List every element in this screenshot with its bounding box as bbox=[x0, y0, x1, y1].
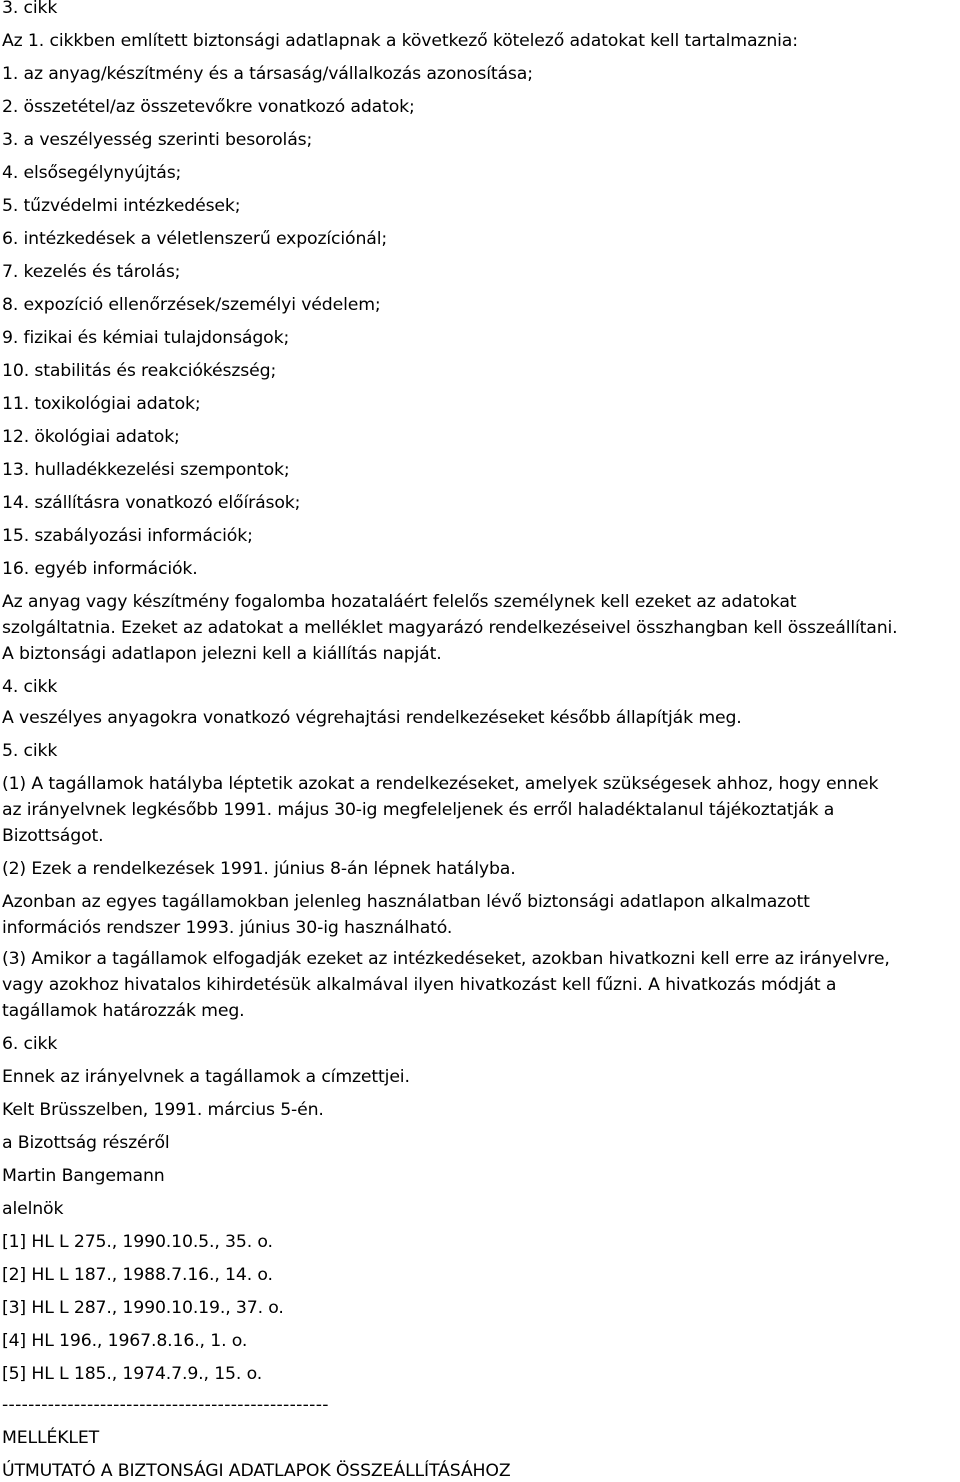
annex-subtitle: ÚTMUTATÓ A BIZTONSÁGI ADATLAPOK ÖSSZEÁLLÍTÁSÁHOZ bbox=[2, 1461, 511, 1481]
list-item: 11. toxikológiai adatok; bbox=[2, 394, 201, 414]
paragraph-line: Bizottságot. bbox=[2, 826, 104, 846]
heading-article-6: 6. cikk bbox=[2, 1034, 58, 1054]
article-3-intro: Az 1. cikkben említett biztonsági adatlapnak a következő kötelező adatokat kell tartalmaznia: bbox=[2, 31, 798, 51]
footnote-reference: [1] HL L 275., 1990.10.5., 35. o. bbox=[2, 1232, 273, 1252]
list-item: 10. stabilitás és reakciókészség; bbox=[2, 361, 277, 381]
heading-article-3: 3. cikk bbox=[2, 0, 58, 18]
list-item: 16. egyéb információk. bbox=[2, 559, 198, 579]
list-item: 1. az anyag/készítmény és a társaság/vállalkozás azonosítása; bbox=[2, 64, 533, 84]
list-item: 15. szabályozási információk; bbox=[2, 526, 253, 546]
on-behalf-of: a Bizottság részéről bbox=[2, 1133, 170, 1153]
article-6-text: Ennek az irányelvnek a tagállamok a címzettjei. bbox=[2, 1067, 410, 1087]
footnote-reference: [4] HL 196., 1967.8.16., 1. o. bbox=[2, 1331, 248, 1351]
paragraph-line: Az anyag vagy készítmény fogalomba hozataláért felelős személynek kell ezeket az adatokat bbox=[2, 592, 797, 612]
list-item: 4. elsősegélynyújtás; bbox=[2, 163, 182, 183]
list-item: 14. szállításra vonatkozó előírások; bbox=[2, 493, 301, 513]
separator-line: -------------------------------------------------- bbox=[2, 1395, 329, 1415]
list-item: 13. hulladékkezelési szempontok; bbox=[2, 460, 290, 480]
list-item: 12. ökológiai adatok; bbox=[2, 427, 180, 447]
date-place: Kelt Brüsszelben, 1991. március 5-én. bbox=[2, 1100, 324, 1120]
footnote-reference: [3] HL L 287., 1990.10.19., 37. o. bbox=[2, 1298, 284, 1318]
heading-article-4: 4. cikk bbox=[2, 677, 58, 697]
paragraph-line: Azonban az egyes tagállamokban jelenleg használatban lévő biztonsági adatlapon alkalmazott bbox=[2, 892, 810, 912]
annex-title: MELLÉKLET bbox=[2, 1428, 100, 1448]
paragraph-line: információs rendszer 1993. június 30-ig használható. bbox=[2, 918, 453, 938]
paragraph-line: A biztonsági adatlapon jelezni kell a kiállítás napját. bbox=[2, 644, 442, 664]
list-item: 9. fizikai és kémiai tulajdonságok; bbox=[2, 328, 290, 348]
list-item: 5. tűzvédelmi intézkedések; bbox=[2, 196, 241, 216]
paragraph-line: szolgáltatnia. Ezeket az adatokat a melléklet magyarázó rendelkezéseivel összhangban kell összeállítani. bbox=[2, 618, 898, 638]
list-item: 8. expozíció ellenőrzések/személyi védelem; bbox=[2, 295, 381, 315]
paragraph-line: az irányelvnek legkésőbb 1991. május 30-ig megfeleljenek és erről haladéktalanul tájékoztatják a bbox=[2, 800, 835, 820]
list-item: 3. a veszélyesség szerinti besorolás; bbox=[2, 130, 313, 150]
footnote-reference: [5] HL L 185., 1974.7.9., 15. o. bbox=[2, 1364, 263, 1384]
signer-name: Martin Bangemann bbox=[2, 1166, 165, 1186]
list-item: 6. intézkedések a véletlenszerű expozíciónál; bbox=[2, 229, 388, 249]
list-item: 2. összetétel/az összetevőkre vonatkozó adatok; bbox=[2, 97, 415, 117]
article-4-text: A veszélyes anyagokra vonatkozó végrehajtási rendelkezéseket később állapítják meg. bbox=[2, 708, 742, 728]
paragraph-line: (3) Amikor a tagállamok elfogadják ezeket az intézkedéseket, azokban hivatkozni kell erre az irányelvre, bbox=[2, 949, 890, 969]
paragraph-line: tagállamok határozzák meg. bbox=[2, 1001, 245, 1021]
signer-title: alelnök bbox=[2, 1199, 64, 1219]
paragraph-line: (2) Ezek a rendelkezések 1991. június 8-án lépnek hatályba. bbox=[2, 859, 516, 879]
paragraph-line: (1) A tagállamok hatályba léptetik azokat a rendelkezéseket, amelyek szükségesek ahhoz, hogy ennek bbox=[2, 774, 879, 794]
footnote-reference: [2] HL L 187., 1988.7.16., 14. o. bbox=[2, 1265, 273, 1285]
heading-article-5: 5. cikk bbox=[2, 741, 58, 761]
paragraph-line: vagy azokhoz hivatalos kihirdetésük alkalmával ilyen hivatkozást kell fűzni. A hivatkozás módját a bbox=[2, 975, 837, 995]
list-item: 7. kezelés és tárolás; bbox=[2, 262, 181, 282]
